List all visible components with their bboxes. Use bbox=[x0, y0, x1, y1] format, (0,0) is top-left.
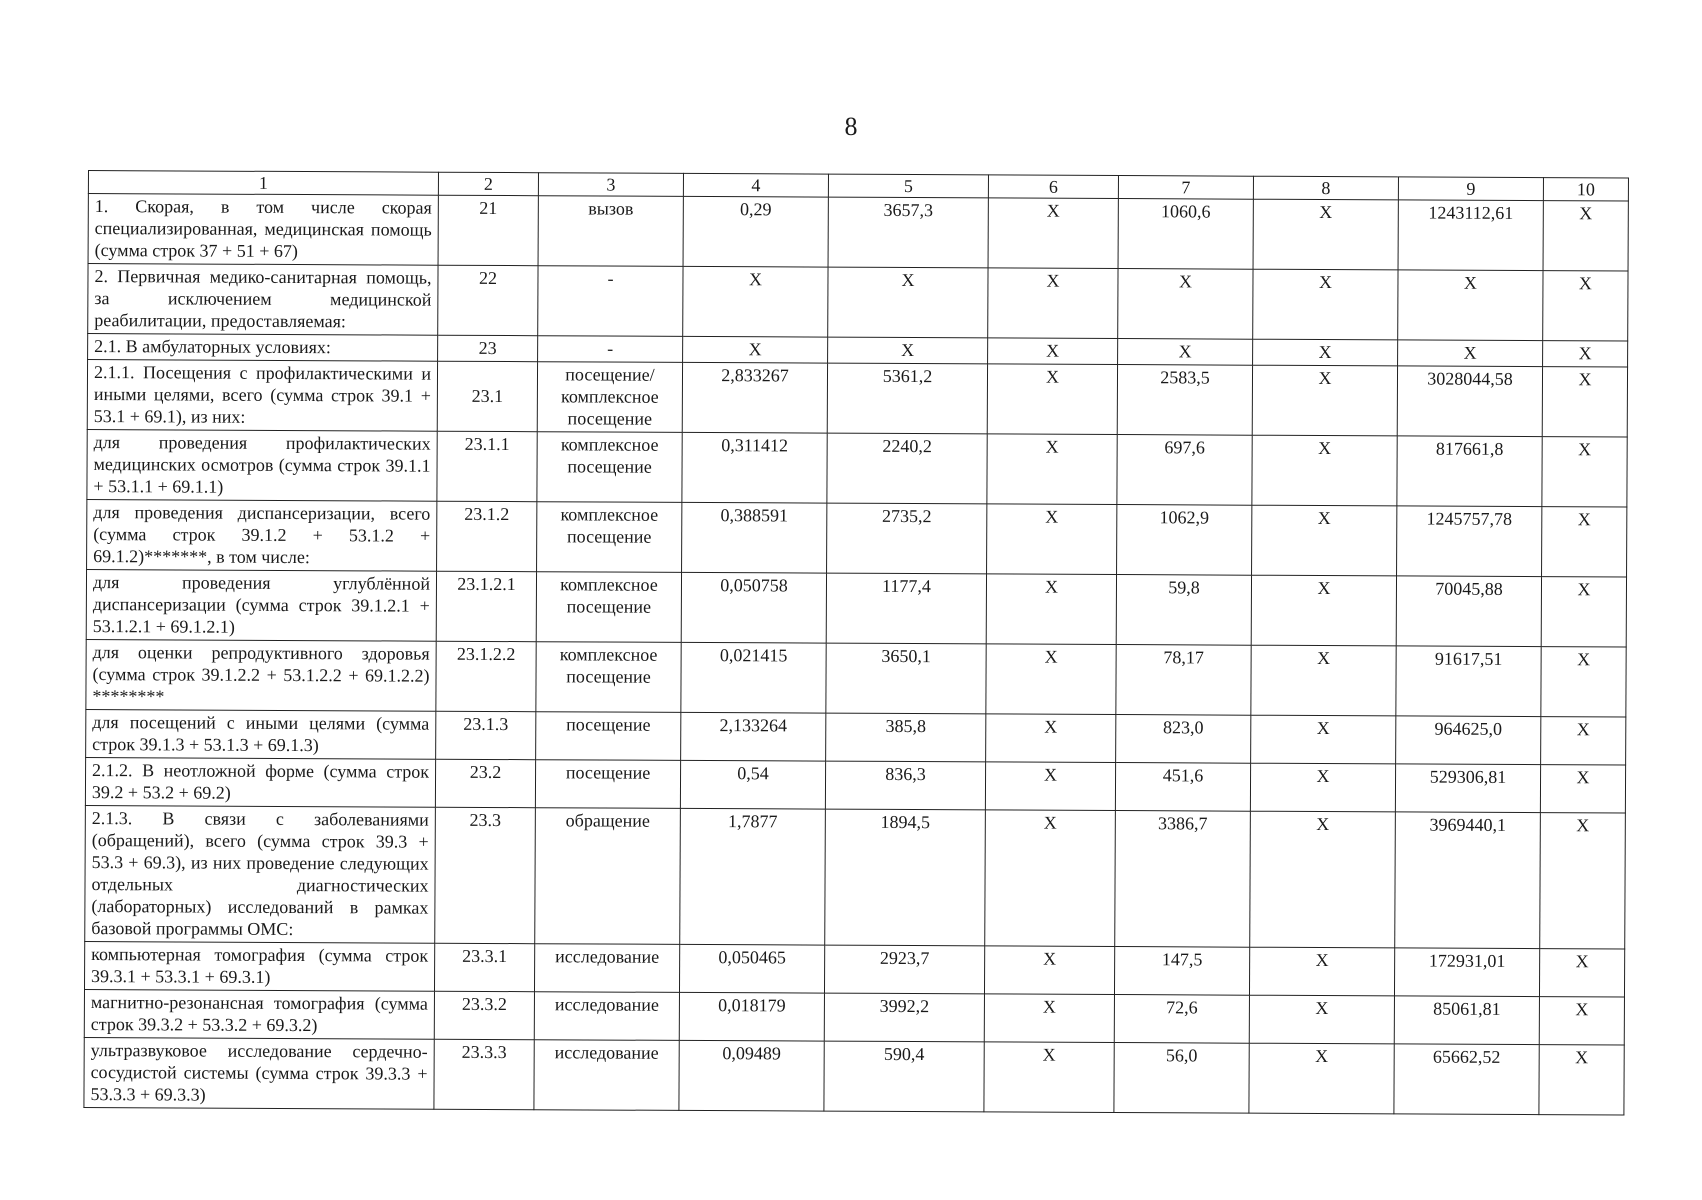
data-table bbox=[83, 170, 1629, 1116]
row-name: для посещений с иными целями (сумма строк 39.1.3 + 53.1.3 + 69.1.3) bbox=[86, 709, 436, 759]
norm-cost: 2735,2 bbox=[827, 503, 987, 574]
per-capita-oms: 697,6 bbox=[1117, 435, 1252, 506]
column-number: 9 bbox=[1398, 177, 1543, 201]
row-code: 23.3 bbox=[435, 807, 536, 943]
table-row bbox=[86, 709, 1626, 765]
per-capita-budget: Х bbox=[985, 762, 1115, 811]
table-row bbox=[86, 569, 1626, 647]
unit-of-measure: - bbox=[538, 336, 683, 363]
unit-of-measure: посещение/ комплексное посещение bbox=[537, 362, 682, 433]
per-capita-budget: Х bbox=[986, 574, 1116, 645]
cost-oms: 85061,81 bbox=[1394, 996, 1539, 1045]
cost-oms: 1245757,78 bbox=[1397, 506, 1542, 577]
per-capita-oms: 56,0 bbox=[1114, 1043, 1249, 1114]
cost-budget: Х bbox=[1250, 811, 1396, 948]
cost-budget: Х bbox=[1249, 995, 1394, 1044]
column-number: 10 bbox=[1543, 178, 1628, 201]
table-row bbox=[84, 941, 1624, 997]
cost-budget: Х bbox=[1252, 505, 1397, 576]
cost-oms: 1243112,61 bbox=[1398, 200, 1543, 271]
unit-of-measure: исследование bbox=[534, 992, 679, 1041]
norm-volume: 1,7877 bbox=[680, 808, 826, 945]
column-number: 7 bbox=[1118, 176, 1253, 200]
per-capita-budget: Х bbox=[984, 1042, 1114, 1113]
cost-oms: 65662,52 bbox=[1394, 1044, 1539, 1115]
norm-volume: 0,021415 bbox=[681, 642, 826, 713]
column-number: 5 bbox=[828, 174, 988, 198]
norm-volume: 2,833267 bbox=[682, 362, 827, 433]
unit-of-measure: посещение bbox=[536, 712, 681, 761]
table-row bbox=[86, 639, 1626, 717]
table-row bbox=[87, 499, 1627, 577]
total-share: Х bbox=[1543, 271, 1628, 341]
per-capita-budget: Х bbox=[986, 644, 1116, 715]
cost-oms: Х bbox=[1398, 340, 1543, 367]
cost-oms: 91617,51 bbox=[1396, 646, 1541, 717]
row-code: 23.1 bbox=[437, 361, 537, 431]
table-row bbox=[87, 429, 1627, 507]
table-row bbox=[84, 1037, 1624, 1115]
per-capita-budget: Х bbox=[987, 364, 1117, 435]
table-row bbox=[87, 360, 1627, 438]
row-code: 21 bbox=[438, 195, 538, 265]
column-number: 6 bbox=[988, 175, 1118, 199]
per-capita-oms: 3386,7 bbox=[1115, 811, 1251, 948]
norm-volume: 0,54 bbox=[680, 760, 825, 809]
cost-budget: Х bbox=[1253, 269, 1398, 340]
total-share: Х bbox=[1539, 1045, 1624, 1115]
cost-budget: Х bbox=[1251, 645, 1396, 716]
table-row bbox=[85, 805, 1626, 949]
norm-cost: 2923,7 bbox=[824, 945, 984, 994]
unit-of-measure: комплексное посещение bbox=[537, 502, 682, 573]
row-code: 23.1.2.1 bbox=[436, 571, 536, 641]
row-code: 23.3.1 bbox=[434, 943, 534, 991]
per-capita-oms: 1060,6 bbox=[1118, 199, 1253, 270]
row-name: ультразвуковое исследование сердечно-сосудистой системы (сумма строк 39.3.3 + 53.3.3 + 69.3.3) bbox=[84, 1037, 434, 1109]
total-share: Х bbox=[1543, 201, 1628, 271]
unit-of-measure: посещение bbox=[535, 760, 680, 809]
norm-volume: 0,050465 bbox=[679, 944, 824, 993]
cost-budget: Х bbox=[1249, 947, 1394, 996]
row-code: 23.3.2 bbox=[434, 991, 534, 1039]
cost-oms: 817661,8 bbox=[1397, 436, 1542, 507]
cost-budget: Х bbox=[1252, 435, 1397, 506]
cost-budget: Х bbox=[1249, 1043, 1394, 1114]
total-share: Х bbox=[1541, 647, 1626, 717]
column-number: 2 bbox=[438, 172, 538, 195]
per-capita-oms: 147,5 bbox=[1114, 947, 1249, 996]
norm-cost: 3992,2 bbox=[824, 993, 984, 1042]
row-name: 2.1.2. В неотложной форме (сумма строк 39.2 + 53.2 + 69.2) bbox=[85, 757, 435, 807]
cost-oms: 3028044,58 bbox=[1397, 366, 1542, 437]
unit-of-measure: комплексное посещение bbox=[536, 572, 681, 643]
table-row bbox=[88, 194, 1628, 272]
column-number: 8 bbox=[1253, 176, 1398, 200]
cost-oms: 3969440,1 bbox=[1395, 812, 1541, 949]
row-code: 23.1.3 bbox=[436, 711, 536, 759]
per-capita-budget: Х bbox=[987, 504, 1117, 575]
cost-budget: Х bbox=[1253, 199, 1398, 270]
row-code: 23.2 bbox=[435, 759, 535, 807]
cost-budget: Х bbox=[1252, 365, 1397, 436]
table-row bbox=[84, 989, 1624, 1045]
column-number: 4 bbox=[683, 173, 828, 197]
unit-of-measure: комплексное посещение bbox=[537, 432, 682, 503]
unit-of-measure: исследование bbox=[534, 944, 679, 993]
row-code: 23 bbox=[438, 335, 538, 361]
cost-oms: 529306,81 bbox=[1395, 764, 1540, 813]
cost-budget: Х bbox=[1251, 715, 1396, 764]
per-capita-oms: Х bbox=[1118, 339, 1253, 366]
per-capita-oms: 59,8 bbox=[1116, 575, 1251, 646]
per-capita-budget: Х bbox=[984, 994, 1114, 1043]
row-name: компьютерная томография (сумма строк 39.3.1 + 53.3.1 + 69.3.1) bbox=[84, 941, 434, 991]
norm-cost: 1894,5 bbox=[825, 809, 986, 946]
row-name: для проведения профилактических медицинских осмотров (сумма строк 39.1.1 + 53.1.1 + 69.1.1) bbox=[87, 429, 437, 501]
table-row bbox=[88, 264, 1628, 342]
row-code: 23.3.3 bbox=[434, 1039, 534, 1109]
cost-oms: Х bbox=[1398, 270, 1543, 341]
total-share: Х bbox=[1542, 507, 1627, 577]
norm-volume: Х bbox=[683, 266, 828, 337]
norm-cost: 5361,2 bbox=[827, 363, 987, 434]
column-number: 1 bbox=[88, 171, 438, 196]
row-name: 1. Скорая, в том числе скорая специализированная, медицинская помощь (сумма строк 37 + 51 + 67) bbox=[88, 194, 438, 266]
row-name: для проведения углублённой диспансеризации (сумма строк 39.1.2.1 + 53.1.2.1 + 69.1.2.1) bbox=[86, 569, 436, 641]
row-code: 23.1.1 bbox=[437, 431, 537, 501]
per-capita-budget: Х bbox=[986, 714, 1116, 763]
row-name: 2.1.3. В связи с заболеваниями (обращений), всего (сумма строк 39.3 + 53.3 + 69.3), из них проведение следующих отдельных диагностических (лабораторных) исследований в рамках базовой программы ОМС: bbox=[85, 805, 436, 943]
row-code: 22 bbox=[438, 265, 538, 335]
norm-volume: 0,311412 bbox=[682, 432, 827, 503]
row-name: магнитно-резонансная томография (сумма строк 39.3.2 + 53.3.2 + 69.3.2) bbox=[84, 989, 434, 1039]
cost-oms: 172931,01 bbox=[1394, 948, 1539, 997]
cost-oms: 964625,0 bbox=[1396, 716, 1541, 765]
unit-of-measure: вызов bbox=[538, 196, 683, 267]
per-capita-budget: Х bbox=[988, 338, 1118, 365]
total-share: Х bbox=[1539, 997, 1624, 1045]
unit-of-measure: обращение bbox=[535, 808, 681, 945]
per-capita-oms: 78,17 bbox=[1116, 645, 1251, 716]
cost-budget: Х bbox=[1253, 339, 1398, 366]
total-share: Х bbox=[1540, 765, 1625, 813]
per-capita-budget: Х bbox=[988, 268, 1118, 339]
cost-oms: 70045,88 bbox=[1396, 576, 1541, 647]
unit-of-measure: - bbox=[538, 266, 683, 337]
row-code: 23.1.2.2 bbox=[436, 641, 536, 711]
total-share: Х bbox=[1541, 577, 1626, 647]
unit-of-measure: исследование bbox=[534, 1040, 679, 1111]
per-capita-budget: Х bbox=[987, 434, 1117, 505]
row-name: 2.1. В амбулаторных условиях: bbox=[88, 334, 438, 362]
table-row bbox=[85, 757, 1625, 813]
total-share: Х bbox=[1543, 341, 1628, 367]
norm-cost: 836,3 bbox=[825, 761, 985, 810]
cost-budget: Х bbox=[1251, 575, 1396, 646]
norm-cost: 2240,2 bbox=[827, 433, 987, 504]
per-capita-oms: 451,6 bbox=[1115, 763, 1250, 812]
row-name: для проведения диспансеризации, всего (сумма строк 39.1.2 + 53.1.2 + 69.1.2)*******, в том числе: bbox=[87, 499, 437, 571]
norm-cost: 385,8 bbox=[826, 713, 986, 762]
norm-cost: Х bbox=[828, 337, 988, 364]
cost-budget: Х bbox=[1250, 763, 1395, 812]
total-share: Х bbox=[1541, 717, 1626, 765]
table-body bbox=[84, 171, 1629, 1116]
per-capita-oms: 823,0 bbox=[1116, 715, 1251, 764]
unit-of-measure: комплексное посещение bbox=[536, 642, 681, 713]
norm-volume: 0,29 bbox=[683, 196, 828, 267]
per-capita-oms: Х bbox=[1118, 269, 1253, 340]
per-capita-budget: Х bbox=[985, 810, 1116, 947]
norm-volume: Х bbox=[683, 336, 828, 363]
row-code: 23.1.2 bbox=[437, 501, 537, 571]
total-share: Х bbox=[1542, 367, 1627, 437]
per-capita-oms: 72,6 bbox=[1114, 995, 1249, 1044]
norm-cost: 1177,4 bbox=[826, 573, 986, 644]
column-number: 3 bbox=[538, 173, 683, 197]
per-capita-budget: Х bbox=[988, 198, 1118, 269]
norm-volume: 0,050758 bbox=[681, 572, 826, 643]
row-name: для оценки репродуктивного здоровья (сумма строк 39.1.2.2 + 53.1.2.2 + 69.1.2.2) ******** bbox=[86, 639, 436, 711]
total-share: Х bbox=[1539, 949, 1624, 997]
total-share: Х bbox=[1540, 813, 1626, 949]
total-share: Х bbox=[1542, 437, 1627, 507]
row-name: 2. Первичная медико-санитарная помощь, за исключением медицинской реабилитации, предоставляемая: bbox=[88, 264, 438, 336]
per-capita-oms: 2583,5 bbox=[1117, 365, 1252, 436]
norm-cost: 590,4 bbox=[824, 1041, 984, 1112]
per-capita-budget: Х bbox=[984, 946, 1114, 995]
norm-cost: 3657,3 bbox=[828, 197, 988, 268]
norm-volume: 0,018179 bbox=[679, 992, 824, 1041]
norm-volume: 0,09489 bbox=[679, 1040, 824, 1111]
row-name: 2.1.1. Посещения с профилактическими и иными целями, всего (сумма строк 39.1 + 53.1 + 69.1), из них: bbox=[87, 360, 437, 432]
norm-volume: 0,388591 bbox=[682, 502, 827, 573]
page-number: 8 bbox=[844, 112, 858, 141]
norm-cost: 3650,1 bbox=[826, 643, 986, 714]
norm-volume: 2,133264 bbox=[681, 712, 826, 761]
norm-cost: Х bbox=[828, 267, 988, 338]
per-capita-oms: 1062,9 bbox=[1117, 505, 1252, 576]
